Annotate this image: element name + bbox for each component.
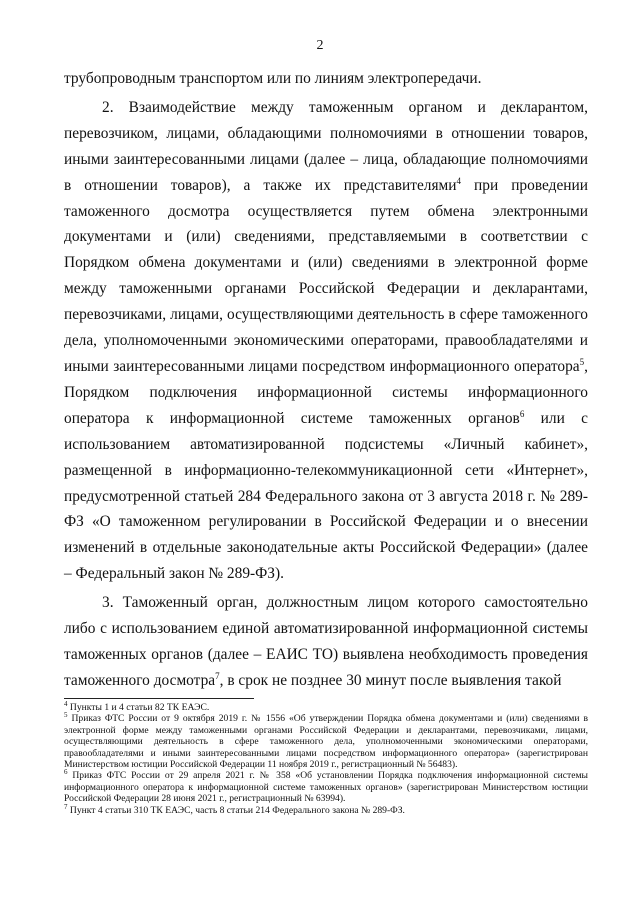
paragraph-3-text-2: , в срок не позднее 30 минут после выявления такой <box>219 671 562 689</box>
paragraph-2-text-3: , Порядком подключения информационной системы информационного оператора к информационной системе таможенных органов <box>64 357 588 427</box>
paragraph-3 <box>64 590 588 694</box>
footnote-ref-6: 6 <box>519 408 525 419</box>
footnote-mark: 4 <box>64 699 68 708</box>
paragraph-2 <box>64 95 588 587</box>
footnote-5 <box>64 713 588 770</box>
footnote-7 <box>64 802 588 816</box>
footnote-6 <box>64 770 588 804</box>
footnote-mark: 7 <box>64 802 68 811</box>
footnotes <box>64 699 588 816</box>
document-body <box>64 66 588 694</box>
paragraph-2-text-2: при проведении таможенного досмотра осуществляется путем обмена электронными документами и (или) сведениями, представляемыми в соответствии с Порядком обмена документами и (или) сведениями в электронной форме между таможенными органами Российской Федерации и декларантами, перевозчиками, лицами, осуществляющими деятельность в сфере таможенного дела, уполномоченными экономическими операторами, правообладателями и иными заинтересованными лицами посредством информационного оператора <box>64 176 588 375</box>
footnote-ref-4: 4 <box>456 175 462 186</box>
paragraph-3-text-1: 3. Таможенный орган, должностным лицом которого самостоятельно либо с использованием единой автоматизированной информационной системы таможенных органов (далее – ЕАИС ТО) выявлена необходимость проведения таможенного досмотра <box>64 594 588 689</box>
footnote-separator <box>64 698 254 699</box>
paragraph-2-text-4: или с использованием автоматизированной подсистемы «Личный кабинет», размещенной в информационно-телекоммуникационной сети «Интернет», предусмотренной статьей 284 Федерального закона от 3 августа 2018 г. № 289-ФЗ «О таможенном регулировании в Российской Федерации и о внесении изменений в отдельные законодательные акты Российской Федерации» (далее – Федеральный закон № 289-ФЗ). <box>64 409 588 583</box>
page-number: 2 <box>316 38 324 53</box>
footnote-text: Приказ ФТС России от 9 октября 2019 г. № 1556 «Об утверждении Порядка обмена документами и (или) сведениями в электронной форме между таможенными органами Российской Федерации и декларантами, перевозчиками, лицами, осуществляющими деятельность в сфере таможенного дела, уполномоченными экономическими операторами, правообладателями и иными заинтересованными лицами посредством информационного оператора» (зарегистрирован Министерством юстиции Российской Федерации 11 ноября 2019 г., регистрационный № 56483). <box>64 713 588 771</box>
footnote-text: Пункт 4 статьи 310 ТК ЕАЭС, часть 8 статьи 214 Федерального закона № 289-ФЗ. <box>67 804 405 816</box>
footnote-text: Пункты 1 и 4 статьи 82 ТК ЕАЭС. <box>67 702 210 713</box>
footnote-mark: 5 <box>64 711 68 720</box>
continuation-line: трубопроводным транспортом или по линиям электропередачи. <box>64 70 482 87</box>
footnote-ref-5: 5 <box>579 356 585 367</box>
footnote-mark: 6 <box>64 768 68 777</box>
footnote-text: Приказ ФТС России от 29 апреля 2021 г. № 358 «Об установлении Порядка подключения информационной системы информационного оператора к информационной системе таможенных органов» (зарегистрирован Министерством юстиции Российской Федерации 28 июня 2021 г., регистрационный № 63994). <box>64 770 588 805</box>
footnote-4 <box>64 699 588 713</box>
paragraph-2-text-1: 2. Взаимодействие между таможенным органом и декларантом, перевозчиком, лицами, обладающими полномочиями в отношении товаров, иными заинтересованными лицами (далее – лица, обладающие полномочиями в отношении товаров), а также их представителями <box>64 98 588 194</box>
footnote-ref-7: 7 <box>215 670 220 681</box>
